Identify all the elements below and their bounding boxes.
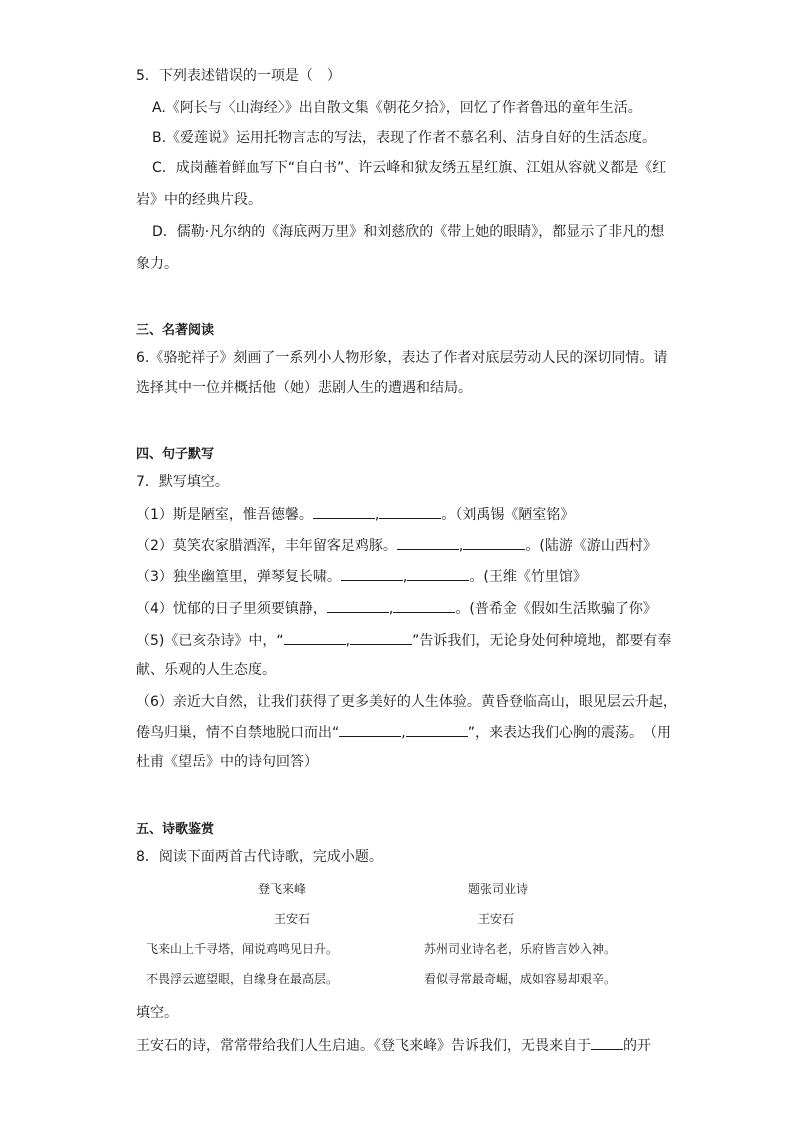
- section-3-heading: 三、名著阅读: [136, 323, 215, 338]
- q8-stem: 8．阅读下面两首古代诗歌，完成小题。: [136, 849, 383, 865]
- answer-blank[interactable]: [350, 630, 412, 645]
- section-4-heading: 四、句子默写: [136, 447, 215, 462]
- q8-fill-label: 填空。: [136, 1005, 178, 1021]
- answer-blank[interactable]: [339, 722, 401, 737]
- answer-blank[interactable]: [284, 630, 346, 645]
- poem1-author: 王安石: [274, 912, 311, 926]
- q7-item-6-line3: 杜甫《望岳》中的诗句回答）: [136, 754, 318, 770]
- q5-option-d-line1: D．儒勒·凡尔纳的《海底两万里》和刘慈欣的《带上她的眼睛》，都显示了非凡的想: [152, 224, 665, 240]
- answer-blank[interactable]: [407, 566, 469, 581]
- poem1-line1: 飞来山上千寻塔，闻说鸡鸣见日升。: [146, 942, 339, 956]
- poem1-line2: 不畏浮云遮望眼，自缘身在最高层。: [146, 972, 339, 986]
- section-5-heading: 五、诗歌鉴赏: [136, 822, 215, 837]
- q7-item-3: （3）独坐幽篁里，弹琴复长啸。 , 。(王维《竹里馆》: [136, 566, 587, 587]
- poem2-line1: 苏州司业诗名老，乐府皆言妙入神。: [424, 942, 617, 956]
- poem2-title: 题张司业诗: [468, 882, 529, 896]
- q7-item-5-line1: （5)《已亥杂诗》中，“ , ”告诉我们，无论身处何种境地，都要有奉: [136, 630, 671, 651]
- q5-option-c-line2: 岩》中的经典片段。: [136, 192, 262, 208]
- q7-item-2: （2）莫笑农家腊酒浑，丰年留客足鸡豚。 , 。(陆游《游山西村》: [136, 535, 657, 556]
- q7-item-1: （1）斯是陋室，惟吾德馨。 , 。（刘禹锡《陋室铭》: [136, 504, 574, 525]
- q6-line1: 6.《骆驼祥子》刻画了一系列小人物形象，表达了作者对底层劳动人民的深切同情。请: [136, 350, 668, 366]
- answer-blank[interactable]: [313, 504, 375, 519]
- q6-line2: 选择其中一位并概括他（她）悲剧人生的遭遇和结局。: [136, 380, 472, 396]
- answer-blank[interactable]: [406, 722, 468, 737]
- poem2-author: 王安石: [478, 912, 515, 926]
- answer-blank[interactable]: [397, 535, 459, 550]
- q5-option-c-line1: C．成岗蘸着鲜血写下“自白书”、许云峰和狱友绣五星红旗、江姐从容就义都是《红: [152, 160, 667, 176]
- q7-stem: 7．默写填空。: [136, 474, 229, 490]
- q7-item-6-line1: （6）亲近大自然，让我们获得了更多美好的人生体验。黄昏登临高山，眼见层云升起，: [136, 694, 677, 710]
- answer-blank[interactable]: [379, 504, 441, 519]
- answer-blank[interactable]: [327, 598, 389, 613]
- q8-fill-line: 王安石的诗，常常带给我们人生启迪。《登飞来峰》告诉我们，无畏来自于 的开: [136, 1035, 651, 1056]
- answer-blank[interactable]: [591, 1035, 623, 1050]
- poem2-line2: 看似寻常最奇崛，成如容易却艰辛。: [424, 972, 617, 986]
- q5-stem: 5．下列表述错误的一项是（ ）: [136, 68, 341, 84]
- q5-option-d-line2: 象力。: [136, 256, 178, 272]
- q5-option-b: B.《爱莲说》运用托物言志的写法，表现了作者不慕名利、洁身自好的生活态度。: [152, 130, 657, 146]
- answer-blank[interactable]: [463, 535, 525, 550]
- q7-item-6-line2: 倦鸟归巢，情不自禁地脱口而出“ , ”，来表达我们心胸的震荡。 （用: [136, 722, 671, 743]
- q7-item-5-line2: 献、乐观的人生态度。: [136, 662, 276, 678]
- q7-item-4: （4）忧郁的日子里须要镇静， , 。(普希金《假如生活欺骗了你》: [136, 598, 657, 619]
- answer-blank[interactable]: [393, 598, 455, 613]
- poem1-title: 登飞来峰: [258, 882, 307, 896]
- answer-blank[interactable]: [341, 566, 403, 581]
- q5-option-a: A.《阿长与〈山海经〉》出自散文集《朝花夕拾》，回忆了作者鲁迅的童年生活。: [152, 100, 642, 116]
